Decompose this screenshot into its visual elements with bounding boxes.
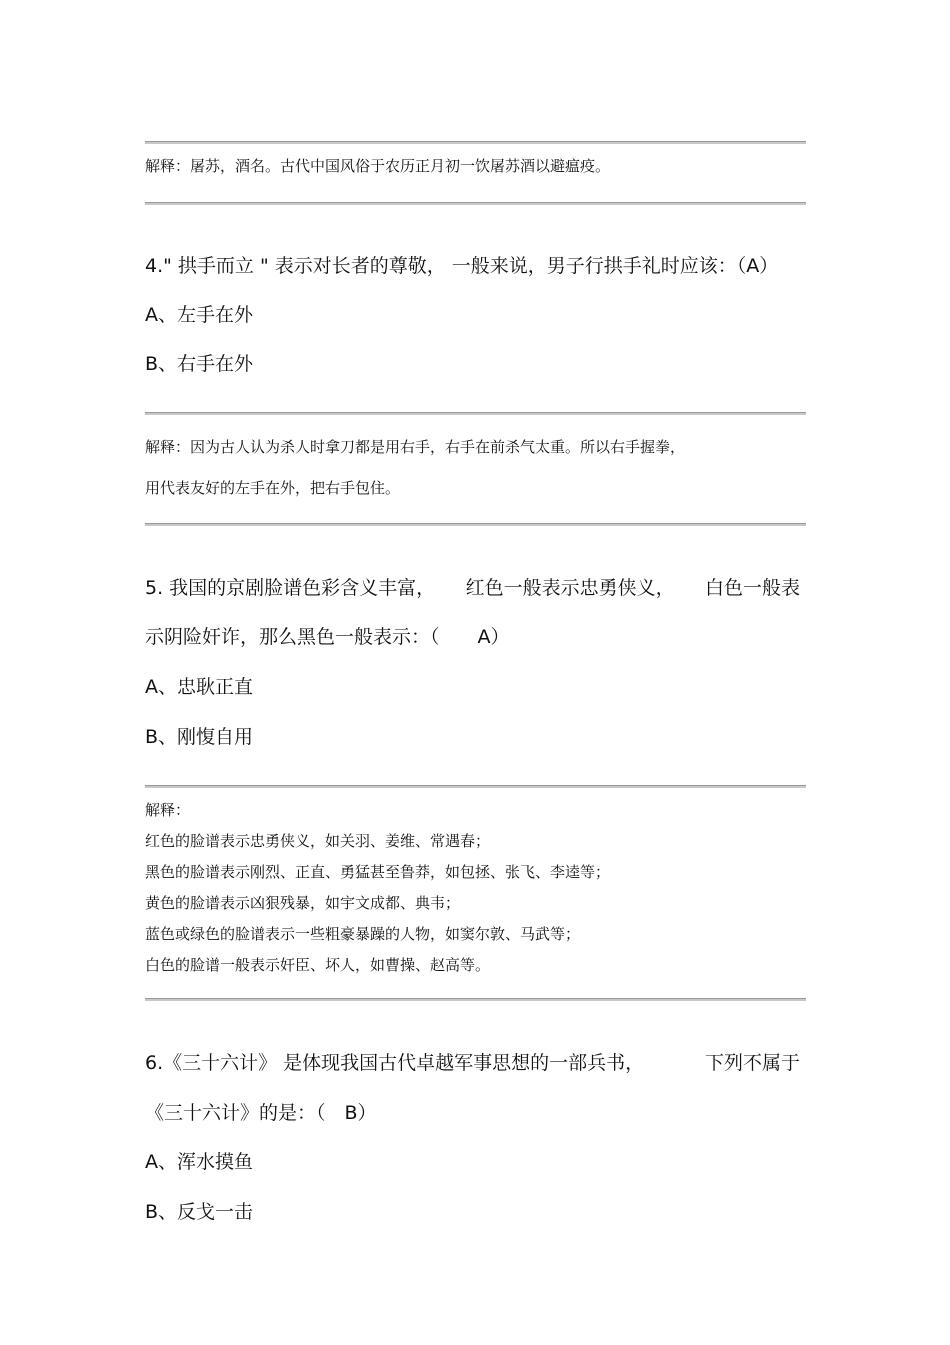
q5-question-part-1: 5. 我国的京剧脸谱色彩含义丰富， [145,577,436,599]
q4-option-b: B、右手在外 [145,353,254,375]
divider-q4-top [145,412,806,415]
q6-option-a: A、浑水摸鱼 [145,1151,253,1173]
q4-explanation-line-1: 解释：因为古人认为杀人时拿刀都是用右手，右手在前杀气太重。所以右手握拳， [145,438,686,456]
q5-question-line-1 [145,575,800,601]
q3-explanation: 解释：屠苏，酒名。古代中国风俗于农历正月初一饮屠苏酒以避瘟疫。 [145,157,611,175]
q5-question-part-2: 红色一般表示忠勇侠义， [465,577,675,599]
q5-question-line-2: 示阴险奸诈，那么黑色一般表示：（ A） [145,626,510,648]
q6-option-b: B、反戈一击 [145,1201,254,1223]
q5-explanation-yellow: 黄色的脸谱表示凶狠残暴，如宇文成都、典韦； [145,894,461,912]
q5-option-b: B、刚愎自用 [145,726,254,748]
q6-question-line-2: 《三十六计》的是：（ B） [145,1102,377,1124]
divider-q3-bottom [145,202,806,205]
q5-explanation-white: 白色的脸谱一般表示奸臣、坏人，如曹操、赵高等。 [145,956,491,974]
divider-q4-bottom [145,523,806,526]
divider-q3-top [145,141,806,144]
q5-explanation-blue-green: 蓝色或绿色的脸谱表示一些粗豪暴躁的人物，如窦尔敦、马武等； [145,925,581,943]
q4-question: 4." 拱手而立 " 表示对长者的尊敬， 一般来说，男子行拱手礼时应该：（A） [145,255,779,277]
q5-explanation-red: 红色的脸谱表示忠勇侠义，如关羽、姜维、常遇春； [145,832,491,850]
q5-question-part-3: 白色一般表 [704,577,800,599]
q5-explanation-label: 解释： [145,801,191,819]
q6-question-part-2: 下列不属于 [704,1052,800,1074]
q6-question-line-1 [145,1050,800,1076]
q4-option-a: A、左手在外 [145,304,253,326]
divider-q5-top [145,785,806,788]
divider-q5-bottom [145,998,806,1001]
q5-explanation-black: 黑色的脸谱表示刚烈、正直、勇猛甚至鲁莽，如包拯、张飞、李逵等； [145,863,611,881]
q4-explanation-line-2: 用代表友好的左手在外，把右手包住。 [145,479,401,497]
q6-question-part-1: 6.《三十六计》 是体现我国古代卓越军事思想的一部兵书， [145,1052,645,1074]
q5-option-a: A、忠耿正直 [145,676,253,698]
